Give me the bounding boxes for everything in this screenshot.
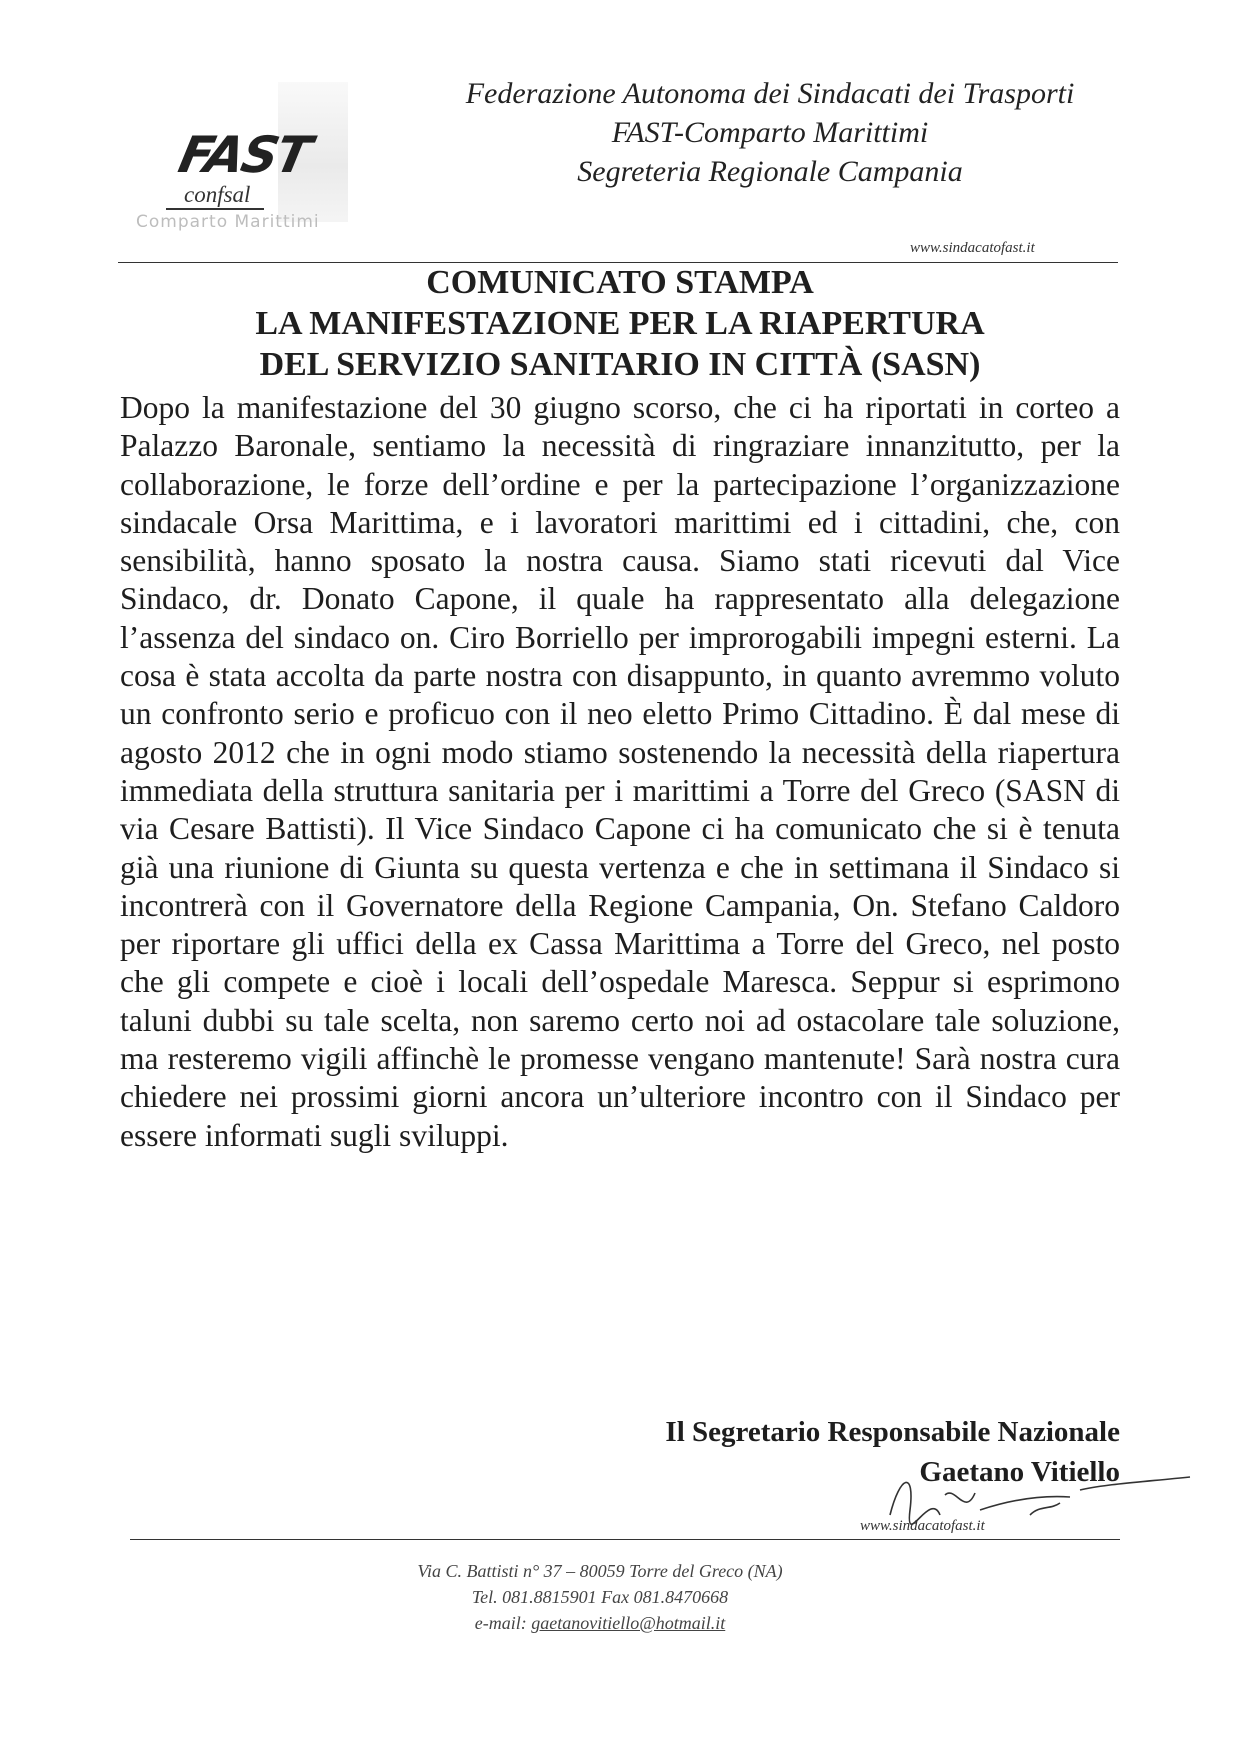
fast-logo <box>128 82 358 242</box>
logo-sub: confsal <box>166 182 264 210</box>
title-line-3: DEL SERVIZIO SANITARIO IN CITTÀ (SASN) <box>259 346 981 383</box>
org-name: Federazione Autonoma dei Sindacati dei Trasporti <box>465 77 1075 110</box>
header-website-link[interactable]: www.sindacatofast.it <box>910 240 1035 256</box>
press-release-title <box>120 262 1120 385</box>
title-line-1: COMUNICATO STAMPA <box>426 264 814 301</box>
signatory-role: Il Segretario Responsabile Nazionale <box>665 1416 1120 1448</box>
title-line-2: LA MANIFESTAZIONE PER LA RIAPERTURA <box>255 305 985 342</box>
signature-website-link[interactable]: www.sindacatofast.it <box>860 1518 985 1534</box>
footer-phones: Tel. 081.8815901 Fax 081.8470668 <box>471 1587 729 1607</box>
logo-division: Comparto Marittimi <box>136 212 320 232</box>
logo-brand: FAST <box>173 126 315 184</box>
footer-email-link[interactable]: gaetanovitiello@hotmail.it <box>531 1613 726 1633</box>
footer-address: Via C. Battisti n° 37 – 80059 Torre del Greco (NA) <box>417 1561 783 1581</box>
contact-footer <box>280 1558 920 1636</box>
signatory-name: Gaetano Vitiello <box>919 1456 1120 1488</box>
org-office: Segreteria Regionale Campania <box>577 155 963 188</box>
footer-email-label: e-mail: <box>474 1613 527 1633</box>
press-release-body: Dopo la manifestazione del 30 giugno scorso, che ci ha riportati in corteo a Palazzo Baronale, sentiamo la necessità di ringraziare innanzitutto, per la collaborazione, le forze dell’ordine e per la partecipazione l’organizzazione sindacale Orsa Marittima, e i lavoratori marittimi ed i cittadini, che, con sensibilità, hanno sposato la nostra causa. Siamo stati ricevuti dal Vice Sindaco, dr. Donato Capone, il quale ha rappresentato alla delegazione l’assenza del sindaco on. Ciro Borriello per improrogabili impegni esterni. La cosa è stata accolta da parte nostra con disappunto, in quanto avremmo voluto un confronto serio e proficuo con il neo eletto Primo Cittadino. È dal mese di agosto 2012 che in ogni modo stiamo sostenendo la necessità della riapertura immediata della struttura sanitaria per i marittimi a Torre del Greco (SASN di via Cesare Battisti). Il Vice Sindaco Capone ci ha comunicato che si è tenuta già una riunione di Giunta su questa vertenza e che in settimana il Sindaco si incontrerà con il Governatore della Regione Campania, On. Stefano Caldoro per riportare gli uffici della ex Cassa Marittima a Torre del Greco, nel posto che gli compete e cioè i locali dell’ospedale Maresca. Seppur si esprimono taluni dubbi su tale scelta, non saremo certo noi ad ostacolare tale soluzione, ma resteremo vigili affinchè le promesse vengano mantenute! Sarà nostra cura chiedere nei prossimi giorni ancora un’ulteriore incontro con il Sindaco per essere informati sugli sviluppi. <box>120 390 1120 1153</box>
footer-divider <box>130 1539 1120 1540</box>
organization-header <box>400 74 1140 191</box>
org-division: FAST-Comparto Marittimi <box>611 116 929 149</box>
footer-email-row <box>280 1610 920 1636</box>
